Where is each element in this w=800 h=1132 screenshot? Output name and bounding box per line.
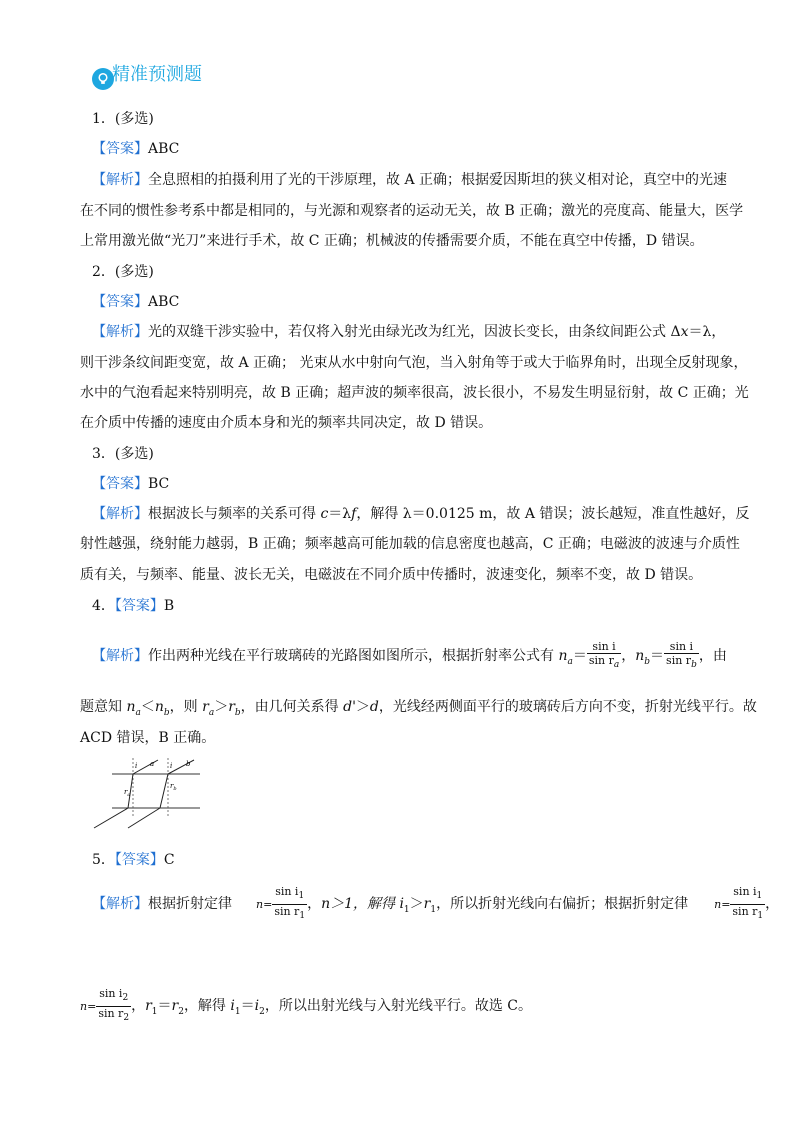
answer-value: ABC: [148, 141, 180, 157]
section-title: 精准预测题: [112, 64, 202, 85]
var-d: d: [369, 699, 379, 715]
var-i: i: [230, 998, 235, 1014]
fraction: [587, 640, 621, 672]
fraction: [96, 987, 131, 1024]
explanation-text: ，由几何关系得: [240, 699, 344, 715]
explanation-tag: 【解析】: [92, 172, 148, 188]
fraction: [664, 640, 699, 672]
explanation-text: ，则: [169, 699, 203, 715]
q5-explanation-line-2: [80, 978, 532, 1040]
q2-number: 2．(多选): [92, 264, 154, 280]
q3-explanation-line-1: [92, 505, 749, 523]
fraction-denominator: [664, 654, 699, 672]
label-i: i: [135, 762, 138, 770]
numerator-text: sin i: [99, 987, 123, 1001]
explanation-text: ，解得: [183, 998, 231, 1014]
explanation-tag: 【解析】: [92, 324, 148, 340]
explanation-tag: 【解析】: [92, 506, 148, 522]
q2-explanation-line-3: 水中的气泡看起来特别明亮，故 B 正确；超声波的频率很高，波长很小，不易发生明显衍射，故 C 正确；光: [80, 385, 749, 401]
label-a: a: [150, 760, 155, 768]
var-n: n: [714, 898, 722, 911]
q2-answer: [92, 293, 179, 311]
question-number: 5．: [92, 852, 115, 868]
label-r: r: [124, 788, 128, 796]
subscript: a: [135, 707, 141, 718]
subscript: b: [234, 707, 241, 718]
var-i: i: [254, 998, 260, 1014]
answer-tag: 【答案】: [92, 294, 148, 310]
label-i: i: [170, 762, 173, 770]
fraction-numerator: [272, 885, 307, 904]
q2-explanation-line-2: 则干涉条纹间距变宽，故 A 正确； 光束从水中射向气泡，当入射角等于或大于临界角时，出现全反射现象，: [80, 355, 748, 371]
answer-tag: 【答案】: [92, 141, 148, 157]
q4-explanation-line-2: [80, 698, 757, 722]
var-n: n: [635, 648, 645, 664]
greater-than: ＞: [409, 896, 424, 912]
q3-explanation-line-2: 射性越强，绕射能力越弱，B 正确；频率越高可能加载的信息密度也越高，C 正确；电磁波的波速与介质性: [80, 536, 740, 552]
lightbulb-icon: [92, 68, 114, 90]
label-b: b: [186, 760, 191, 768]
subscript: a: [613, 660, 620, 671]
less-than: ＜: [140, 699, 155, 715]
var-r: r: [171, 998, 179, 1014]
denominator-text: sin r: [274, 904, 300, 918]
denominator-text: sin r: [588, 653, 614, 667]
fraction-numerator: sin i: [664, 640, 699, 654]
subscript: 2: [122, 993, 129, 1004]
subscript: 1: [430, 904, 437, 915]
label-sub-b: b: [173, 786, 177, 792]
var-f: f: [351, 506, 357, 522]
fraction-numerator: [96, 987, 131, 1006]
separator: ，: [307, 896, 322, 912]
subscript: b: [644, 656, 651, 667]
subscript: b: [163, 707, 170, 718]
var-d-prime: d': [343, 699, 356, 715]
separator: ，: [621, 648, 636, 664]
fraction-denominator: [587, 654, 621, 672]
label-r: r: [170, 782, 174, 790]
equals-sign: ＝: [240, 998, 255, 1014]
subscript: 1: [757, 910, 764, 921]
equals-sign: =: [263, 898, 273, 911]
fraction: [272, 885, 307, 922]
separator: ，: [765, 896, 780, 912]
question-number: 4．: [92, 598, 115, 614]
fraction-denominator: [272, 905, 307, 923]
label-ra: [124, 788, 130, 798]
answer-tag: 【答案】: [114, 852, 164, 868]
numerator-text: sin i: [733, 885, 757, 899]
denominator-text: sin r: [98, 1006, 124, 1020]
emergent-ray-a: [94, 808, 128, 828]
explanation-text: 根据折射定律: [148, 896, 232, 912]
answer-value: ABC: [148, 294, 180, 310]
q1-number: 1．(多选): [92, 111, 154, 127]
explanation-tag: 【解析】: [92, 896, 148, 912]
q3-number: 3．(多选): [92, 446, 154, 462]
q5-answer: [92, 851, 175, 869]
var-r: r: [228, 699, 235, 715]
explanation-text: 根据波长与频率的关系可得: [148, 506, 321, 522]
refracted-ray-b: [160, 774, 168, 808]
q1-explanation-line-1: [92, 171, 727, 189]
label-rb: [170, 782, 177, 792]
q4-answer: [92, 597, 174, 615]
q5-explanation-line-1: [92, 876, 779, 938]
var-n: n: [558, 648, 568, 664]
explanation-text: 全息照相的拍摄利用了光的干涉原理，故 A 正确；根据爱因斯坦的狭义相对论，真空中的光速: [148, 172, 728, 188]
subscript: 1: [151, 1006, 158, 1017]
greater-than: ＞: [214, 699, 229, 715]
equals-sign: ＝: [572, 648, 587, 664]
q2-explanation-line-4: 在介质中传播的速度由介质本身和光的频率共同决定，故 D 错误。: [80, 415, 493, 431]
fraction-denominator: [96, 1007, 131, 1025]
explanation-tag: 【解析】: [92, 648, 148, 664]
q4-explanation-line-3: ACD 错误，B 正确。: [80, 730, 216, 746]
q3-explanation-line-3: 质有关，与频率、能量、波长无关，电磁波在不同介质中传播时，波速变化，频率不变，故 D 错误。: [80, 567, 703, 583]
explanation-text: n＞1，解得: [321, 896, 400, 912]
fraction-denominator: [730, 905, 765, 923]
q2-explanation-line-1: [92, 323, 725, 341]
q3-answer: [92, 475, 169, 493]
answer-tag: 【答案】: [92, 476, 148, 492]
fraction: [730, 885, 765, 922]
var-n: n: [80, 1000, 88, 1013]
explanation-text: 题意知: [80, 699, 127, 715]
subscript: 1: [756, 891, 763, 902]
var-n: n: [256, 898, 264, 911]
numerator-text: sin i: [275, 885, 299, 899]
var-r: r: [202, 699, 209, 715]
subscript: 1: [299, 910, 306, 921]
answer-value: BC: [148, 476, 170, 492]
fraction-numerator: sin i: [587, 640, 621, 654]
var-c: c: [320, 506, 329, 522]
refracted-ray-a: [128, 774, 133, 808]
equals-sign: =: [87, 1000, 97, 1013]
explanation-text: ，所以出射光线与入射光线平行。故选 C。: [264, 998, 532, 1014]
label-sub-a: a: [127, 792, 131, 798]
subscript: a: [208, 707, 215, 718]
greater-than: ＞: [355, 699, 370, 715]
explanation-text: ＝λ，: [688, 324, 726, 340]
q4-explanation-line-1: [92, 626, 727, 692]
q1-explanation-line-3: 上常用激光做“光刀”来进行手术，故 C 正确；机械波的传播需要介质，不能在真空中传播，D 错误。: [80, 233, 704, 249]
explanation-text: ，解得 λ＝0.0125 m，故 A 错误；波长越短，准直性越好，反: [356, 506, 750, 522]
answer-tag: 【答案】: [114, 598, 164, 614]
var-i: i: [399, 896, 404, 912]
equals-sign: =: [721, 898, 731, 911]
var-n: n: [154, 699, 164, 715]
explanation-text: ，光线经两侧面平行的玻璃砖后方向不变，折射光线平行。故: [378, 699, 757, 715]
q1-answer: [92, 140, 179, 158]
denominator-text: sin r: [666, 653, 692, 667]
light-path-diagram: [88, 756, 208, 836]
var-r: r: [145, 998, 152, 1014]
equals-sign: ＝: [157, 998, 172, 1014]
subscript: 2: [123, 1012, 130, 1023]
explanation-text: ，由: [698, 648, 727, 664]
separator: ，: [131, 998, 146, 1014]
denominator-text: sin r: [732, 904, 758, 918]
subscript: b: [691, 660, 697, 671]
explanation-text: 光的双缝干涉实验中，若仅将入射光由绿光改为红光，因波长变长，由条纹间距公式 Δ: [148, 324, 681, 340]
explanation-text: 作出两种光线在平行玻璃砖的光路图如图所示，根据折射率公式有: [148, 648, 559, 664]
var-r: r: [423, 896, 431, 912]
explanation-text: ，所以折射光线向右偏折；根据折射定律: [436, 896, 689, 912]
answer-value: C: [163, 852, 175, 868]
answer-value: B: [163, 598, 175, 614]
q1-explanation-line-2: 在不同的惯性参考系中都是相同的，与光源和观察者的运动无关，故 B 正确；激光的亮度高、能量大，医学: [80, 203, 744, 219]
subscript: a: [567, 656, 573, 667]
var-n: n: [126, 699, 136, 715]
equals-sign: ＝: [650, 648, 665, 664]
explanation-text: ＝λ: [328, 506, 352, 522]
subscript: 2: [259, 1006, 265, 1017]
subscript: 1: [403, 904, 410, 915]
fraction-numerator: [730, 885, 765, 904]
var-x: x: [680, 324, 689, 340]
subscript: 2: [178, 1006, 184, 1017]
subscript: 1: [298, 891, 305, 902]
subscript: 1: [234, 1006, 241, 1017]
